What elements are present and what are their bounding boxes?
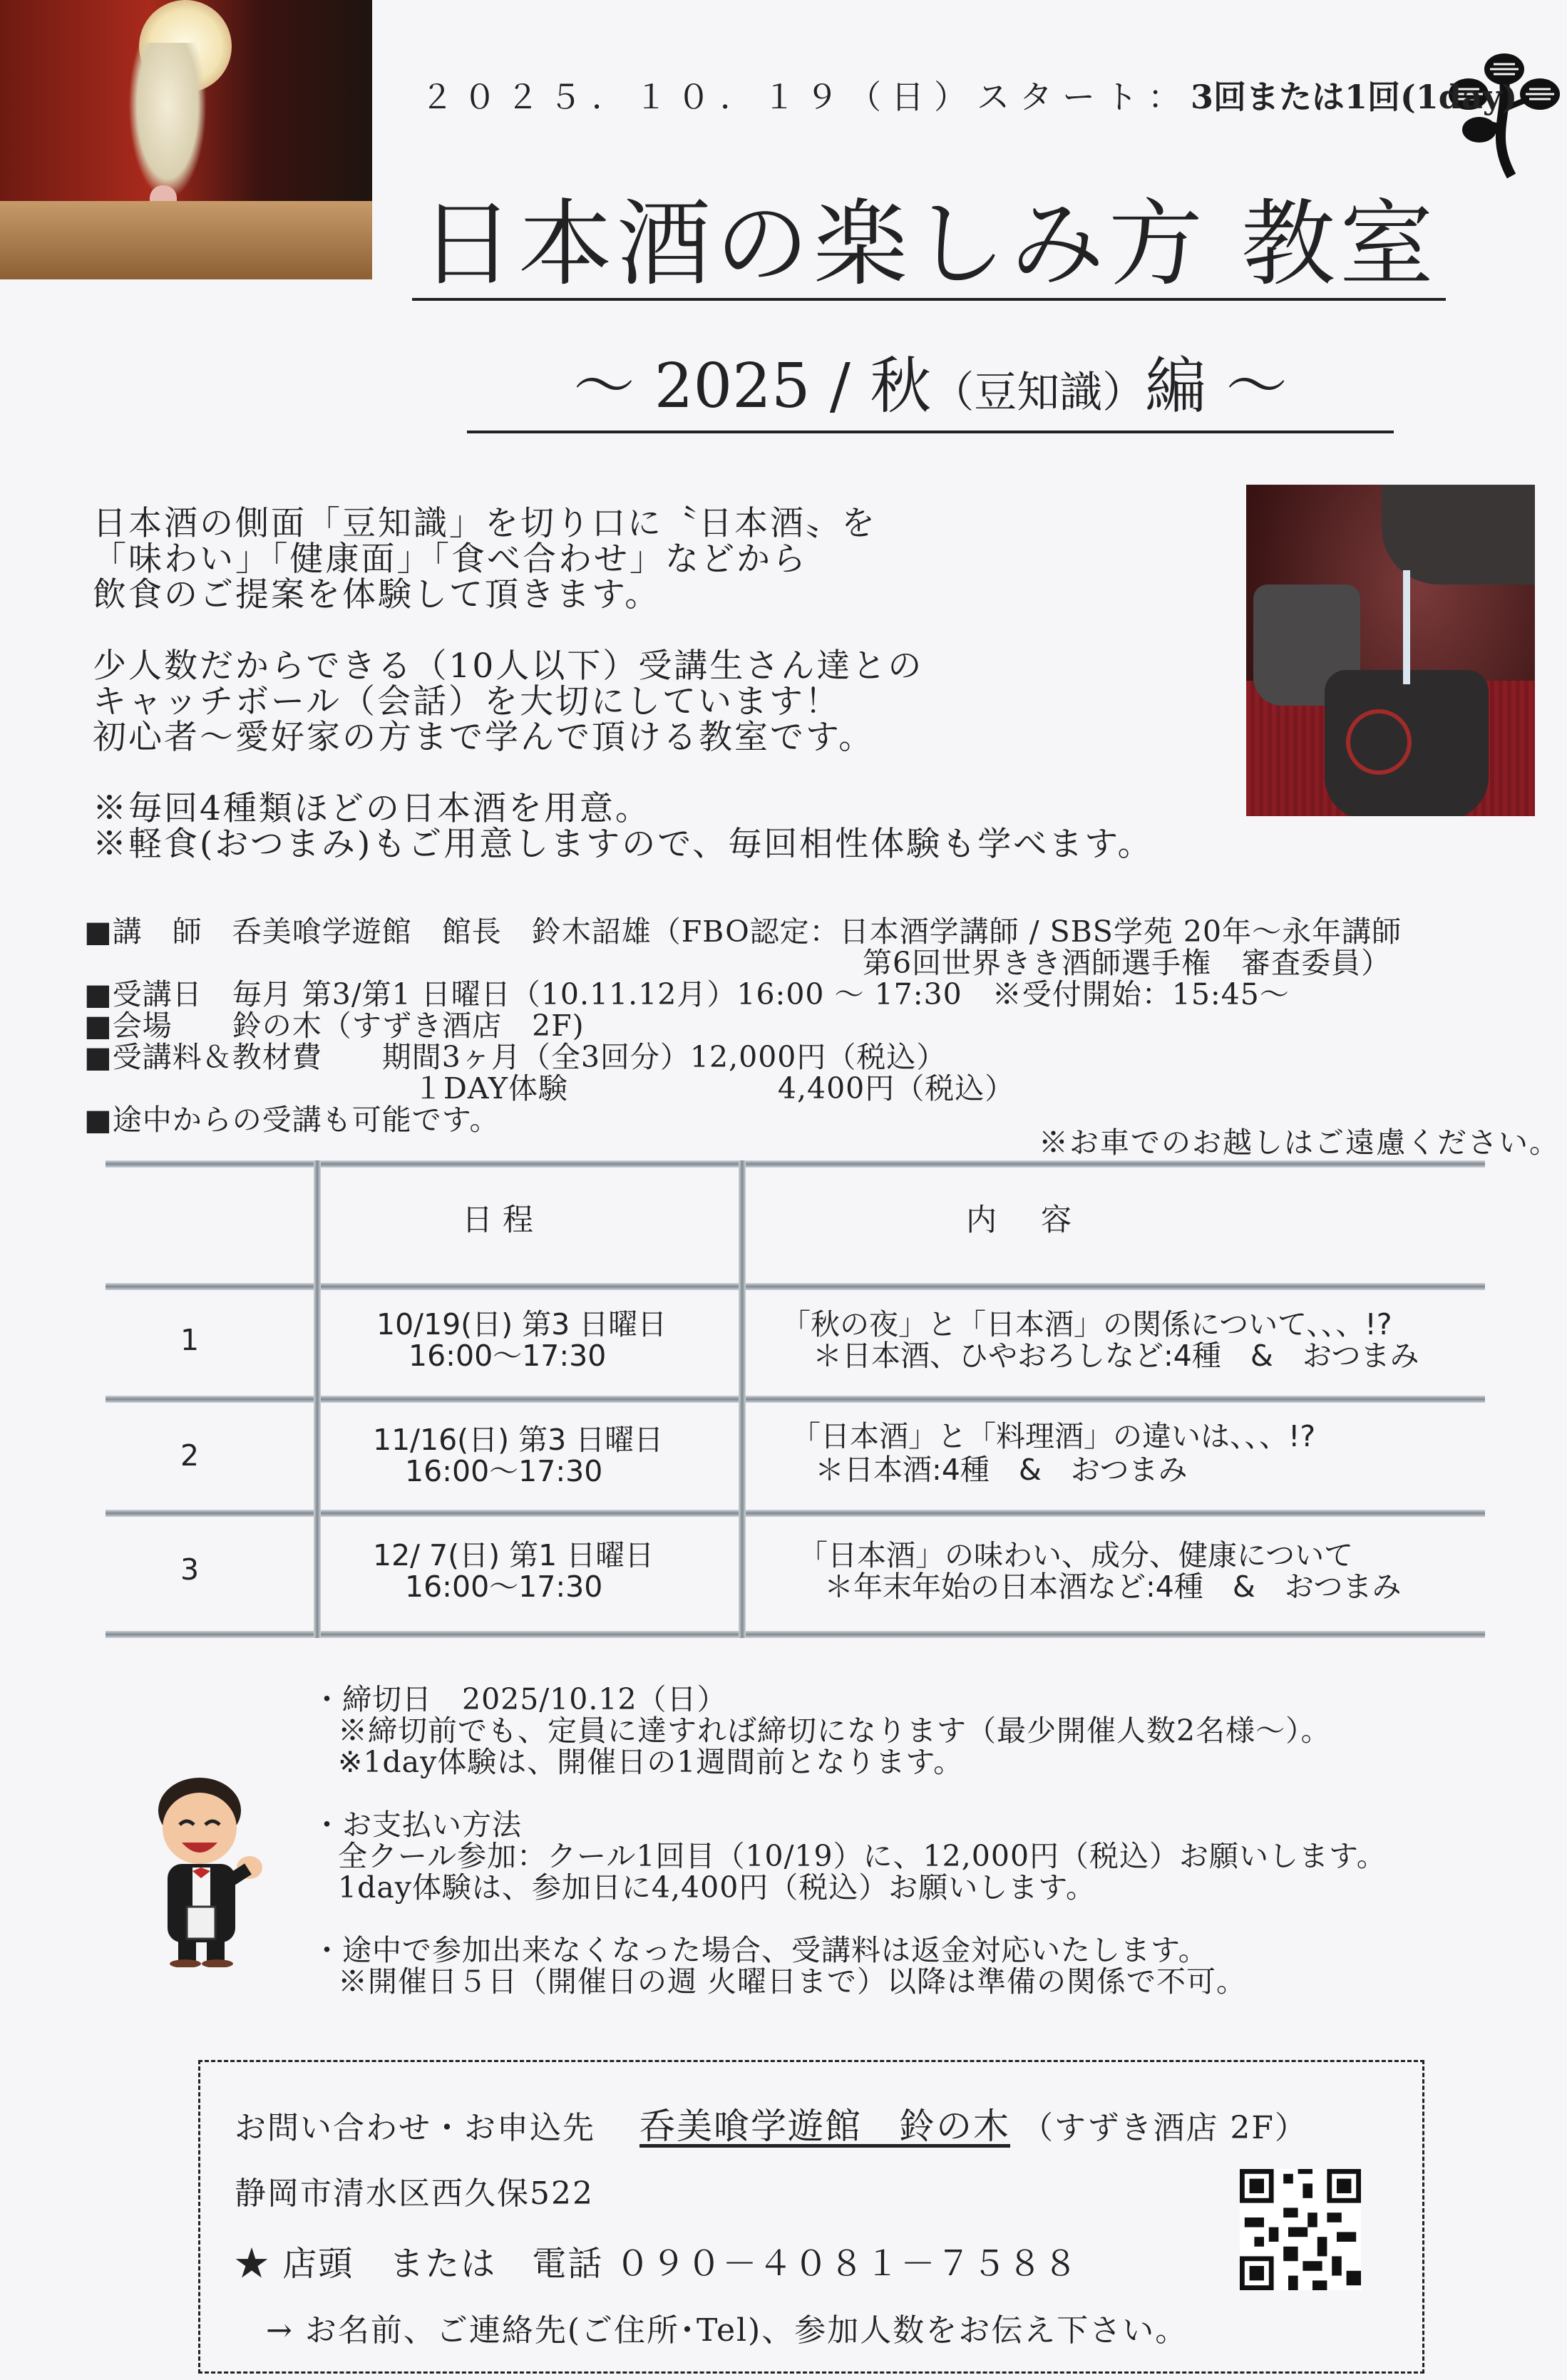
qr-code-icon[interactable] xyxy=(1240,2169,1361,2290)
contact-box xyxy=(198,2060,1424,2374)
class-day-line: ■受講日 毎月 第3/第1 日曜日（10.11.12月）16:00 ～ 17:30 ※受付開始：15:45～ xyxy=(84,977,1290,1011)
row-number: 2 xyxy=(180,1438,200,1473)
header-content: 内容 xyxy=(966,1202,1116,1238)
intro-line: 飲食のご提案を体験して頂きます。 xyxy=(93,575,661,614)
payment-note xyxy=(312,1809,1387,1903)
row-date: 10/19(日) 第3 日曜日 xyxy=(376,1307,667,1341)
notes-section xyxy=(312,1684,1387,2029)
row-date: 11/16(日) 第3 日曜日 xyxy=(373,1423,664,1457)
subtitle-pre: ～ 2025 / 秋 xyxy=(573,351,932,422)
venue-name: 呑美喰学遊館 鈴の木 xyxy=(639,2106,1010,2147)
note-heading: ・途中で参加出来なくなった場合、受講料は返金対応いたします。 xyxy=(312,1933,1208,1967)
intro-paragraph xyxy=(93,791,1154,862)
note-heading: ・お支払い方法 xyxy=(312,1808,522,1842)
intro-line: ※毎回4種類ほどの日本酒を用意。 xyxy=(93,789,651,828)
instructor-line-2: 第6回世界きき酒師選手権 審査委員） xyxy=(84,946,1392,980)
instructor-line: ■講 師 呑美喰学遊館 館長 鈴木詔雄（FBO認定：日本酒学講師 / SBS学苑 20年～永年講師 xyxy=(84,915,1402,949)
venue-note: （すずき酒店 2F） xyxy=(1022,2110,1307,2146)
course-details xyxy=(84,916,1402,1135)
row-content: 「日本酒」と「料理酒」の違いは、、、!? xyxy=(791,1419,1316,1453)
phone-line: ★ 店頭 または 電話 ０９０－４０８１－７５８８ xyxy=(235,2244,1079,2284)
row-content-detail: ＊日本酒:4種 & おつまみ xyxy=(815,1453,1188,1487)
intro-line: 「味わい」「健康面」「食べ合わせ」などから xyxy=(93,540,808,579)
row-date: 12/ 7(日) 第1 日曜日 xyxy=(373,1538,654,1572)
contact-label: お問い合わせ・お申込先 xyxy=(235,2110,595,2146)
intro-line: 少人数だからできる（10人以下）受講生さん達との xyxy=(93,646,924,686)
header-schedule: 日程 xyxy=(462,1202,543,1238)
row-number: 3 xyxy=(180,1552,200,1587)
car-note: ※お車でのお越しはご遠慮ください。 xyxy=(1039,1125,1560,1160)
note-line: 1day体験は、参加日に4,400円（税込）お願いします。 xyxy=(338,1870,1096,1905)
restaurant-interior-photo xyxy=(0,0,372,279)
venue-line: ■会場 鈴の木（すずき酒店 2F) xyxy=(84,1009,585,1043)
fee-line-2: １DAY体験 4,400円（税込） xyxy=(84,1071,1015,1106)
instruction-line: → お名前、ご連絡先(ご住所･Tel)、参加人数をお伝え下さい。 xyxy=(266,2312,1188,2349)
start-date-text: ２０２５．１０．１９（日）スタート： xyxy=(421,78,1191,116)
fee-line: ■受講料＆教材費 期間3ヶ月（全3回分）12,000円（税込） xyxy=(84,1040,947,1074)
row-content: 「日本酒」の味わい、成分、健康について xyxy=(798,1538,1354,1572)
note-heading: ・締切日 2025/10.12（日） xyxy=(312,1682,727,1716)
intro-line: 初心者～愛好家の方まで学んで頂ける教室です。 xyxy=(93,718,875,757)
row-content-detail: ＊日本酒、ひやおろしなど:4種 & おつまみ xyxy=(813,1339,1419,1373)
deadline-note xyxy=(312,1684,1387,1778)
note-line: 全クール参加：クール1回目（10/19）に、12,000円（税込）お願いします。 xyxy=(338,1839,1387,1873)
page-title: 日本酒の楽しみ方 教室 xyxy=(412,191,1446,301)
join-anytime-line: ■途中からの受講も可能です。 xyxy=(84,1103,500,1137)
intro-line: 日本酒の側面「豆知識」を切り口に〝日本酒〟を xyxy=(93,504,877,543)
row-time: 16:00～17:30 xyxy=(405,1570,603,1604)
note-line: ※1day体験は、開催日の1週間前となります。 xyxy=(338,1745,964,1779)
start-date-line xyxy=(421,71,1517,118)
intro-text xyxy=(93,506,1154,898)
refund-note xyxy=(312,1935,1387,1997)
session-count-text: 3回または1回(1day) xyxy=(1191,78,1518,116)
row-content: 「秋の夜」と「日本酒」の関係について、、、!? xyxy=(781,1307,1392,1341)
contact-line xyxy=(235,2098,1307,2149)
row-time: 16:00～17:30 xyxy=(405,1454,603,1488)
subtitle-post: 編 ～ xyxy=(1145,351,1288,422)
address-line: 静岡市清水区西久保522 xyxy=(235,2175,594,2212)
intro-paragraph xyxy=(93,506,1154,613)
intro-line: キャッチボール（会話）を大切にしています！ xyxy=(93,682,841,721)
page-subtitle xyxy=(467,349,1394,433)
row-content-detail: ＊年末年始の日本酒など:4種 & おつまみ xyxy=(824,1570,1402,1604)
note-line: ※開催日５日（開催日の週 火曜日まで）以降は準備の関係で不可。 xyxy=(338,1964,1247,1999)
schedule-table xyxy=(106,1160,1485,1638)
subtitle-small: （豆知識） xyxy=(931,368,1146,418)
intro-paragraph xyxy=(93,646,1154,757)
mascot-illustration xyxy=(143,1775,267,1967)
row-number: 1 xyxy=(180,1323,200,1357)
intro-line: ※軽食(おつまみ)もご用意しますので、毎回相性体験も学べます。 xyxy=(93,825,1154,864)
row-time: 16:00～17:30 xyxy=(409,1339,607,1373)
note-line: ※締切前でも、定員に達すれば締切になります（最少開催人数2名様～）。 xyxy=(338,1714,1331,1748)
sake-pouring-photo xyxy=(1246,485,1535,816)
